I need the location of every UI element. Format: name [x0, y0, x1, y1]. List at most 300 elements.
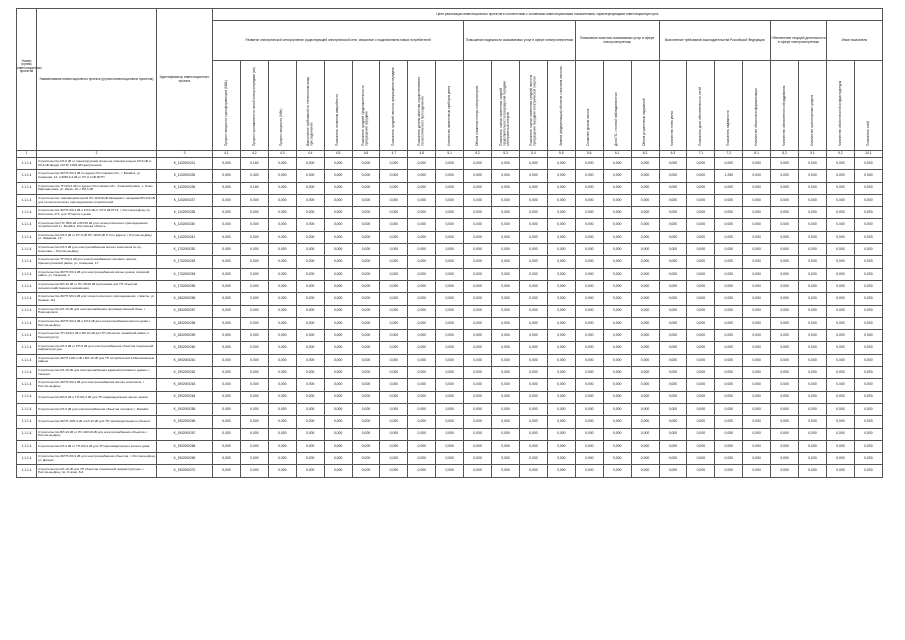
row-value-cell: 0,000 — [826, 391, 854, 403]
row-value-cell: 0,000 — [352, 453, 380, 465]
row-value-cell: 0,000 — [575, 244, 603, 256]
row-value-cell: 0,000 — [659, 391, 687, 403]
table-row — [17, 367, 883, 379]
row-value-cell: 0,000 — [659, 158, 687, 170]
row-value-cell: 0,000 — [771, 391, 799, 403]
table-row — [17, 317, 883, 329]
row-value-cell: 0,000 — [631, 403, 659, 415]
row-value-cell: 0,000 — [799, 391, 827, 403]
row-value-cell: 0,000 — [352, 158, 380, 170]
row-project-id: K_1902000265 — [157, 403, 213, 415]
row-value-cell: 0,000 — [715, 244, 743, 256]
row-project-id: K_1902000270 — [157, 465, 213, 477]
row-value-cell: 0,000 — [213, 416, 241, 428]
row-project-name: Строительство КЛ-10 кВ для электроснабжения административного здания, г. Таганрог — [37, 367, 157, 379]
row-value-cell: 0,000 — [631, 354, 659, 366]
row-project-name: Строительство ЗКТП-6/0,4 кВ для электроснабжения жилых домов, Азовский район, ул. Гагарина, 2 — [37, 268, 157, 280]
row-value-cell: 0,000 — [799, 305, 827, 317]
row-value-cell: 0,000 — [575, 207, 603, 219]
row-value-cell: 0,000 — [687, 305, 715, 317]
row-value-cell: 0,000 — [603, 465, 631, 477]
row-value-cell: 0,000 — [631, 440, 659, 452]
row-group-number: 1.1.1.4 — [17, 465, 37, 477]
row-value-cell: 0,000 — [659, 317, 687, 329]
row-value-cell: 0,000 — [213, 342, 241, 354]
sub-header-label: Показатель оценки изменения средней частоты прекращения передачи электрической энергии — [528, 74, 537, 146]
row-value-cell: 0,000 — [324, 342, 352, 354]
row-project-id: K_1902000263 — [157, 379, 213, 391]
row-project-id: K_1802000259 — [157, 330, 213, 342]
row-value-cell: 0,000 — [296, 379, 324, 391]
row-value-cell: 0,000 — [352, 207, 380, 219]
row-value-cell: 0,000 — [826, 342, 854, 354]
row-value-cell: 0,000 — [352, 231, 380, 243]
row-value-cell: 0,000 — [854, 158, 882, 170]
row-project-id: K_1702000255 — [157, 280, 213, 292]
row-value-cell: 0,000 — [436, 219, 464, 231]
sub-header-cell — [631, 61, 659, 151]
row-project-id: K_1102000241 — [157, 231, 213, 243]
row-value-cell: 0,000 — [687, 256, 715, 268]
row-value-cell: 0,000 — [575, 428, 603, 440]
sub-header-label: Показатель оценки изменения средней продолжительности прекращения передачи электрической энергии — [499, 80, 511, 146]
column-number: 4.7 — [380, 151, 408, 158]
row-value-cell: 0,000 — [296, 391, 324, 403]
row-value-cell: 0,000 — [826, 182, 854, 194]
row-value-cell: 0,000 — [687, 416, 715, 428]
row-value-cell: 0,000 — [575, 330, 603, 342]
row-group-number: 1.1.1.4 — [17, 317, 37, 329]
sub-header-cell — [659, 61, 687, 151]
table-row — [17, 465, 883, 477]
row-value-cell: 0,000 — [380, 391, 408, 403]
row-value-cell: 0,000 — [492, 256, 520, 268]
row-value-cell: 0,000 — [771, 330, 799, 342]
sub-header-label: Количество замененных приборов учета — [446, 85, 451, 146]
row-value-cell: 0,000 — [519, 428, 547, 440]
row-value-cell: 0,000 — [240, 391, 268, 403]
row-value-cell: 0,000 — [771, 231, 799, 243]
row-value-cell: 0,000 — [519, 256, 547, 268]
row-value-cell: 0,000 — [547, 158, 575, 170]
row-value-cell: 0,000 — [464, 182, 492, 194]
row-value-cell: 0,000 — [408, 293, 436, 305]
row-value-cell: 0,000 — [408, 231, 436, 243]
row-value-cell: 0,000 — [268, 194, 296, 206]
row-value-cell: 0,000 — [603, 453, 631, 465]
row-value-cell: 0,000 — [352, 268, 380, 280]
row-value-cell: 0,000 — [743, 403, 771, 415]
row-value-cell: 0,000 — [519, 219, 547, 231]
column-number: 2 — [37, 151, 157, 158]
row-value-cell: 0,000 — [715, 416, 743, 428]
row-value-cell: 0,000 — [575, 403, 603, 415]
row-value-cell: 0,000 — [492, 305, 520, 317]
row-value-cell: 0,000 — [324, 268, 352, 280]
column-number: 9.2 — [826, 151, 854, 158]
row-value-cell: 0,000 — [771, 280, 799, 292]
row-value-cell: 0,000 — [408, 268, 436, 280]
row-value-cell: 0,000 — [631, 219, 659, 231]
row-value-cell: 0,000 — [519, 391, 547, 403]
row-value-cell: 0,000 — [324, 305, 352, 317]
row-value-cell: 0,000 — [492, 280, 520, 292]
row-value-cell: 0,000 — [296, 342, 324, 354]
sub-header-label: Показатель надежности — [725, 109, 730, 146]
row-value-cell: 0,000 — [296, 453, 324, 465]
header-group-6: Иные показатели — [826, 21, 882, 61]
row-value-cell: 0,000 — [352, 367, 380, 379]
row-value-cell: 0,000 — [575, 440, 603, 452]
column-number: 8.1 — [743, 151, 771, 158]
row-value-cell: 0,000 — [213, 244, 241, 256]
row-value-cell: 0,000 — [464, 465, 492, 477]
row-value-cell: 0,000 — [799, 244, 827, 256]
row-value-cell: 0,000 — [408, 207, 436, 219]
row-value-cell: 0,000 — [464, 403, 492, 415]
row-value-cell: 0,000 — [380, 158, 408, 170]
row-value-cell: 0,000 — [352, 317, 380, 329]
row-value-cell: 0,000 — [268, 391, 296, 403]
row-value-cell: 0,000 — [436, 244, 464, 256]
row-value-cell: 0,000 — [826, 158, 854, 170]
row-value-cell: 0,000 — [715, 219, 743, 231]
row-value-cell: 0,000 — [324, 194, 352, 206]
row-project-id: K_1702000253 — [157, 256, 213, 268]
row-value-cell: 0,000 — [492, 465, 520, 477]
row-value-cell: 0,000 — [380, 207, 408, 219]
row-value-cell: 0,000 — [547, 219, 575, 231]
row-value-cell: 0,000 — [603, 256, 631, 268]
row-value-cell: 0,000 — [213, 330, 241, 342]
row-value-cell: 0,000 — [240, 305, 268, 317]
row-value-cell: 0,000 — [659, 244, 687, 256]
row-group-number: 1.1.1.4 — [17, 170, 37, 182]
row-project-name: Строительство ЗКТП-6/0,4 кВ и КЛ-6 кВ от РУ-6 кВ РП-9, г. Ростов-на-Дону, пр. Шолохова, 271, для ТП жилого дома — [37, 207, 157, 219]
row-value-cell: 0,000 — [603, 231, 631, 243]
row-value-cell: 0,000 — [324, 428, 352, 440]
row-value-cell: 0,000 — [631, 379, 659, 391]
row-value-cell: 0,000 — [799, 158, 827, 170]
row-value-cell: 0,000 — [213, 293, 241, 305]
table-row — [17, 330, 883, 342]
row-value-cell: 0,000 — [268, 440, 296, 452]
row-project-name: Строительство ТП-10/0,4 кВ и ВЛ-10 кВ для ТП объектов, Аксайский район, п. Реконструктор — [37, 330, 157, 342]
row-value-cell: 0,000 — [296, 244, 324, 256]
sub-header-label: Выполнение требований по технологическому присоединению — [305, 76, 314, 146]
row-value-cell: 0,000 — [352, 305, 380, 317]
column-number: 4.1 — [213, 151, 241, 158]
table-row — [17, 403, 883, 415]
row-value-cell: 0,000 — [687, 453, 715, 465]
row-value-cell: 0,000 — [743, 317, 771, 329]
row-value-cell: 0,000 — [854, 244, 882, 256]
table-row — [17, 244, 883, 256]
row-value-cell: 0,000 — [799, 170, 827, 182]
row-value-cell: 0,000 — [324, 244, 352, 256]
row-project-id: K_1902000262 — [157, 367, 213, 379]
row-value-cell: 0,000 — [240, 256, 268, 268]
row-value-cell: 0,000 — [687, 207, 715, 219]
row-value-cell: 0,000 — [352, 379, 380, 391]
row-value-cell: 0,000 — [380, 465, 408, 477]
column-number: 4.3 — [268, 151, 296, 158]
row-value-cell: 0,000 — [519, 453, 547, 465]
row-value-cell: 0,000 — [324, 367, 352, 379]
row-project-name: Строительство ЗКТП-6/0,4 кВ для электроснабжения жилого комплекса, г. Ростов-на-Дону — [37, 379, 157, 391]
row-value-cell: 0,000 — [715, 342, 743, 354]
row-value-cell: 0,000 — [213, 170, 241, 182]
row-value-cell: 0,000 — [464, 330, 492, 342]
row-value-cell: 0,000 — [436, 170, 464, 182]
row-value-cell: 0,000 — [575, 453, 603, 465]
row-value-cell: 0,000 — [464, 268, 492, 280]
row-value-cell: 0,000 — [603, 280, 631, 292]
row-value-cell: 0,000 — [771, 268, 799, 280]
row-value-cell: 0,000 — [547, 403, 575, 415]
row-value-cell: 0,000 — [631, 453, 659, 465]
row-value-cell: 0,000 — [268, 244, 296, 256]
row-value-cell: 0,000 — [631, 182, 659, 194]
row-value-cell: 0,000 — [519, 170, 547, 182]
row-value-cell: 0,000 — [352, 293, 380, 305]
column-number: 5.6 — [575, 151, 603, 158]
row-value-cell: 0,000 — [715, 391, 743, 403]
row-value-cell: 0,000 — [547, 280, 575, 292]
row-value-cell: 0,000 — [464, 379, 492, 391]
sub-header-cell — [464, 61, 492, 151]
row-value-cell: 0,000 — [659, 342, 687, 354]
row-value-cell: 0,000 — [240, 219, 268, 231]
investment-table-sheet — [16, 8, 882, 478]
row-value-cell: 0,000 — [268, 219, 296, 231]
row-project-id: K_1102000236 — [157, 182, 213, 194]
row-value-cell: 0,000 — [687, 182, 715, 194]
row-value-cell: 0,000 — [743, 207, 771, 219]
row-value-cell: 0,000 — [771, 182, 799, 194]
row-value-cell: 0,160 — [240, 182, 268, 194]
sub-header-cell — [492, 61, 520, 151]
row-value-cell: 0,000 — [296, 416, 324, 428]
row-value-cell: 0,000 — [771, 194, 799, 206]
row-value-cell: 0,000 — [408, 416, 436, 428]
row-value-cell: 0,000 — [575, 465, 603, 477]
row-value-cell: 0,000 — [743, 194, 771, 206]
sub-header-label: Количество обновленного оборудования — [781, 85, 786, 146]
row-value-cell: 0,000 — [296, 317, 324, 329]
row-value-cell: 0,000 — [296, 354, 324, 366]
row-value-cell: 0,000 — [687, 231, 715, 243]
row-group-number: 1.1.1.4 — [17, 256, 37, 268]
row-project-name: Строительство ЗКТП-10/0,4 кВ и КЛ-10 кВ для ТП производственного объекта — [37, 416, 157, 428]
sub-header-cell — [436, 61, 464, 151]
row-value-cell: 0,000 — [826, 317, 854, 329]
sub-header-label: Объем снижения потерь электроэнергии — [474, 85, 479, 146]
row-value-cell: 0,000 — [799, 379, 827, 391]
row-project-id: K_1802000257 — [157, 305, 213, 317]
row-value-cell: 0,000 — [631, 317, 659, 329]
row-value-cell: 0,000 — [436, 317, 464, 329]
row-value-cell: 0,000 — [268, 330, 296, 342]
row-value-cell: 0,000 — [268, 317, 296, 329]
sub-header-label: Показатель средней частоты прекращения передачи — [391, 66, 396, 146]
row-value-cell: 0,000 — [771, 317, 799, 329]
row-value-cell: 0,000 — [575, 219, 603, 231]
row-value-cell: 0,000 — [547, 305, 575, 317]
row-value-cell: 0,000 — [380, 367, 408, 379]
row-value-cell: 0,000 — [659, 219, 687, 231]
row-value-cell: 0,000 — [659, 293, 687, 305]
row-value-cell: 0,000 — [631, 293, 659, 305]
row-value-cell: 0,000 — [547, 256, 575, 268]
row-value-cell: 0,000 — [603, 194, 631, 206]
row-value-cell: 0,000 — [631, 268, 659, 280]
sub-header-label: Количество объектов информатизации — [753, 87, 758, 146]
row-value-cell: 0,000 — [408, 194, 436, 206]
row-value-cell: 0,000 — [268, 305, 296, 317]
row-project-id: K_1902000260 — [157, 342, 213, 354]
row-value-cell: 0,000 — [771, 293, 799, 305]
row-value-cell: 0,000 — [268, 342, 296, 354]
row-value-cell: 0,000 — [659, 416, 687, 428]
row-value-cell: 0,000 — [408, 305, 436, 317]
row-value-cell: 0,000 — [687, 440, 715, 452]
sub-header-cell — [826, 61, 854, 151]
row-value-cell: 0,000 — [492, 207, 520, 219]
row-value-cell: 0,000 — [854, 268, 882, 280]
row-value-cell: 0,000 — [436, 428, 464, 440]
row-value-cell: 0,000 — [547, 268, 575, 280]
header-project-name: Наименование инвестиционного проекта (группы инвестиционных проектов) — [37, 9, 157, 151]
row-project-id: K_1102000238 — [157, 207, 213, 219]
row-value-cell: 0,000 — [436, 158, 464, 170]
row-value-cell: 0,000 — [519, 158, 547, 170]
row-value-cell: 0,000 — [296, 182, 324, 194]
row-value-cell: 0,000 — [547, 244, 575, 256]
row-value-cell: 0,000 — [547, 379, 575, 391]
row-value-cell: 0,000 — [213, 465, 241, 477]
row-value-cell: 0,000 — [380, 280, 408, 292]
row-value-cell: 0,000 — [631, 342, 659, 354]
row-value-cell: 0,000 — [352, 416, 380, 428]
row-value-cell: 0,000 — [408, 182, 436, 194]
row-value-cell: 0,000 — [268, 453, 296, 465]
column-number: 6.1 — [603, 151, 631, 158]
row-value-cell: 0,000 — [380, 305, 408, 317]
row-value-cell: 0,000 — [352, 170, 380, 182]
row-value-cell: 0,000 — [213, 268, 241, 280]
row-value-cell: 0,000 — [492, 403, 520, 415]
row-value-cell: 0,000 — [436, 403, 464, 415]
column-number: 5.1 — [436, 151, 464, 158]
table-row — [17, 219, 883, 231]
row-value-cell: 0,000 — [240, 268, 268, 280]
row-value-cell: 0,000 — [826, 194, 854, 206]
row-value-cell: 0,000 — [854, 391, 882, 403]
row-value-cell: 0,000 — [408, 244, 436, 256]
row-value-cell: 0,000 — [408, 428, 436, 440]
row-value-cell: 0,000 — [631, 330, 659, 342]
row-value-cell: 0,000 — [213, 428, 241, 440]
table-row — [17, 182, 883, 194]
row-value-cell: 0,000 — [771, 207, 799, 219]
table-row — [17, 379, 883, 391]
row-value-cell: 0,000 — [631, 280, 659, 292]
row-value-cell: 0,000 — [854, 182, 882, 194]
row-value-cell: 0,000 — [826, 330, 854, 342]
row-value-cell: 0,000 — [715, 158, 743, 170]
row-value-cell: 0,000 — [464, 194, 492, 206]
row-value-cell: 0,000 — [296, 403, 324, 415]
sub-header-label: Прирост мощности трансформаторов (МВА) — [223, 79, 228, 146]
row-value-cell: 0,000 — [659, 330, 687, 342]
row-value-cell: 0,000 — [687, 379, 715, 391]
row-value-cell: 0,000 — [492, 170, 520, 182]
sub-header-label: Снижение уровня износа — [586, 108, 591, 146]
row-value-cell: 0,000 — [854, 231, 882, 243]
row-value-cell: 0,000 — [519, 194, 547, 206]
row-value-cell: 0,000 — [715, 182, 743, 194]
row-value-cell: 0,000 — [575, 354, 603, 366]
row-value-cell: 0,000 — [240, 416, 268, 428]
row-value-cell: 0,000 — [743, 244, 771, 256]
row-value-cell: 0,000 — [492, 182, 520, 194]
row-value-cell: 0,000 — [324, 354, 352, 366]
row-group-number: 1.1.1.4 — [17, 440, 37, 452]
row-project-name: Строительство КЛ-10 кВ для ТП объектов социальной инфраструктуры, г. Ростов-на-Дону, пр. Стачки, 8-2 — [37, 465, 157, 477]
row-value-cell: 0,000 — [659, 440, 687, 452]
row-value-cell: 0,000 — [799, 465, 827, 477]
row-value-cell: 0,000 — [826, 440, 854, 452]
row-value-cell: 0,000 — [213, 403, 241, 415]
row-value-cell: 0,000 — [743, 367, 771, 379]
row-value-cell: 0,000 — [324, 256, 352, 268]
row-value-cell: 0,000 — [826, 280, 854, 292]
row-value-cell: 0,000 — [659, 403, 687, 415]
row-value-cell: 0,000 — [240, 207, 268, 219]
row-value-cell: 0,000 — [296, 231, 324, 243]
row-value-cell: 0,000 — [547, 182, 575, 194]
row-value-cell: 0,000 — [771, 354, 799, 366]
row-value-cell: 0,000 — [519, 465, 547, 477]
row-value-cell: 0,000 — [603, 428, 631, 440]
row-value-cell: 0,000 — [380, 317, 408, 329]
row-value-cell: 0,000 — [799, 416, 827, 428]
row-value-cell: 0,000 — [771, 219, 799, 231]
row-value-cell: 0,000 — [799, 268, 827, 280]
row-group-number: 1.1.1.4 — [17, 305, 37, 317]
row-project-id: K_1102000237 — [157, 194, 213, 206]
row-value-cell: 0,000 — [519, 354, 547, 366]
row-value-cell: 0,000 — [631, 170, 659, 182]
row-value-cell: 0,000 — [464, 293, 492, 305]
row-value-cell: 0,000 — [352, 330, 380, 342]
row-group-number: 1.1.1.4 — [17, 231, 37, 243]
row-value-cell: 0,000 — [519, 280, 547, 292]
row-value-cell: 0,000 — [464, 367, 492, 379]
table-row — [17, 305, 883, 317]
column-number: 5.5 — [547, 151, 575, 158]
row-value-cell: 0,000 — [659, 305, 687, 317]
row-value-cell: 0,000 — [296, 207, 324, 219]
row-value-cell: 0,000 — [799, 440, 827, 452]
header-top-title: Цели реализации инвестиционных проектов в соответствии с основными инвестиционными показателями, характеризующими инвестиционную цель — [213, 9, 883, 21]
sub-header-label: Доля ПС с полной наблюдаемостью — [614, 91, 619, 146]
row-project-id: K_1102000235 — [157, 170, 213, 182]
row-project-name: Строительство ЗКТП 10/0,4 кВ с ВЛ-10 кВ для ТП потребителей в Мясниковском районе — [37, 354, 157, 366]
row-value-cell: 0,000 — [715, 317, 743, 329]
row-value-cell: 0,000 — [603, 317, 631, 329]
